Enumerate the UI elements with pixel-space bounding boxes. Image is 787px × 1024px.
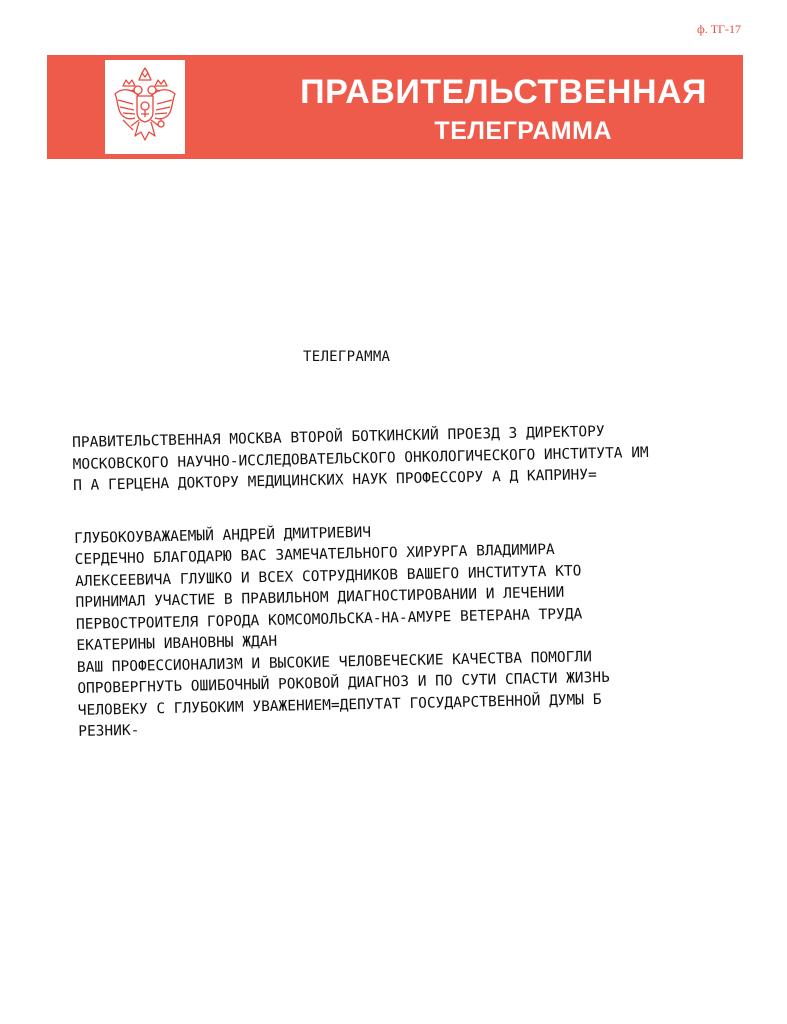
emblem-frame xyxy=(105,60,185,154)
message-line: АЛЕКСЕЕВИЧА ГЛУШКО И ВСЕХ СОТРУДНИКОВ ВАШЕГО ИНСТИТУТА КТО xyxy=(74,562,582,590)
address-line: ПРАВИТЕЛЬСТВЕННАЯ МОСКВА ВТОРОЙ БОТКИНСКИЙ ПРОЕЗД 3 ДИРЕКТОРУ xyxy=(72,423,605,451)
message-line: ГЛУБОКОУВАЖАЕМЫЙ АНДРЕЙ ДМИТРИЕВИЧ xyxy=(74,524,372,547)
header-banner xyxy=(47,55,743,159)
telegram-label: ТЕЛЕГРАММА xyxy=(303,349,391,365)
message-line: ПЕРВОСТРОИТЕЛЯ ГОРОДА КОМСОМОЛЬСКА-НА-АМУРЕ ВЕТЕРАНА ТРУДА xyxy=(75,605,583,633)
message-line: ПРИНИМАЛ УЧАСТИЕ В ПРАВИЛЬНОМ ДИАГНОСТИРОВАНИИ И ЛЕЧЕНИИ xyxy=(75,584,565,611)
message-line: РЕЗНИК- xyxy=(78,722,140,740)
message-line: ВАШ ПРОФЕССИОНАЛИЗМ И ВЫСОКИЕ ЧЕЛОВЕЧЕСКИЕ КАЧЕСТВА ПОМОГЛИ xyxy=(76,648,593,676)
message-line: ЕКАТЕРИНЫ ИВАНОВНЫ ЖДАН xyxy=(76,633,278,654)
russian-coat-of-arms-icon xyxy=(109,64,181,150)
message-line: ЧЕЛОВЕКУ С ГЛУБОКИМ УВАЖЕНИЕМ=ДЕПУТАТ ГОСУДАРСТВЕННОЙ ДУМЫ Б xyxy=(77,691,602,719)
message-line: ОПРОВЕРГНУТЬ ОШИБОЧНЫЙ РОКОВОЙ ДИАГНОЗ И ПО СУТИ СПАСТИ ЖИЗНЬ xyxy=(77,669,610,697)
address-line: МОСКОВСКОГО НАУЧНО-ИССЛЕДОВАТЕЛЬСКОГО ОНКОЛОГИЧЕСКОГО ИНСТИТУТА ИМ xyxy=(72,444,649,473)
banner-subtitle: ТЕЛЕГРАММА xyxy=(434,117,612,145)
address-line: П А ГЕРЦЕНА ДОКТОРУ МЕДИЦИНСКИХ НАУК ПРОФЕССОРУ А Д КАПРИНУ= xyxy=(72,467,597,494)
telegram-body xyxy=(72,420,718,744)
banner-title: ПРАВИТЕЛЬСТВЕННАЯ xyxy=(300,73,707,111)
form-code: ф. ТГ-17 xyxy=(696,22,741,36)
message-line: СЕРДЕЧНО БЛАГОДАРЮ ВАС ЗАМЕЧАТЕЛЬНОГО ХИРУРГА ВЛАДИМИРА xyxy=(74,541,555,568)
